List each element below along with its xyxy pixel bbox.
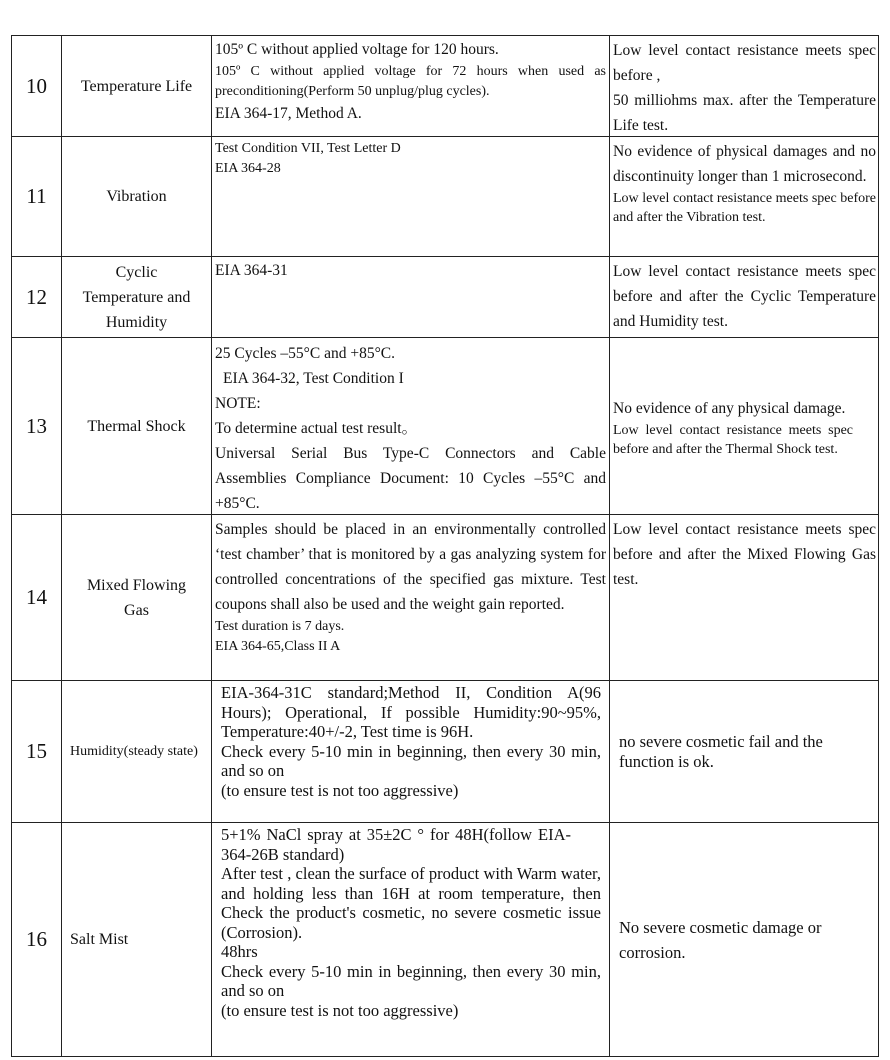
requirement-line: Low level contact resistance meets spec before and after the Thermal Shock test.: [613, 422, 853, 457]
row-number: 16: [26, 927, 47, 951]
requirement-line: Low level contact resistance meets spec before ,: [613, 42, 876, 84]
condition-line: Test duration is 7 days.: [215, 619, 345, 634]
condition-line: 25 Cycles –55°C and +85°C.: [215, 345, 396, 362]
test-condition: [212, 257, 609, 337]
requirement-line: 50 milliohms max. after the Temperature Life test.: [613, 92, 876, 134]
test-condition: [212, 36, 609, 136]
row-number: 13: [26, 413, 47, 438]
condition-line: After test , clean the surface of product with Warm water, and holding less than 16H at room temperature, then Check the product's cosmetic, no severe cosmetic issue (Corrosion).: [221, 864, 601, 942]
condition-line: Universal Serial Bus Type-C Connectors and Cable Assemblies Compliance Document: 10 Cycles –55°C and +85°C.: [215, 445, 606, 512]
test-item: Vibration: [106, 188, 167, 205]
condition-line: EIA-364-31C standard;Method II, Condition A(96 Hours); Operational, If possible Humidity:90~95%, Temperature:40+/-2, Test time is 96H.: [221, 683, 601, 741]
table-rule: [878, 35, 879, 1057]
test-item: Mixed Flowing Gas: [86, 576, 187, 619]
condition-line: (to ensure test is not too aggressive): [221, 1000, 459, 1020]
requirement-line: Low level contact resistance meets spec before and after the Cyclic Temperature and Humidity test.: [613, 263, 876, 330]
condition-line: EIA 364-31: [215, 262, 288, 279]
condition-line: NOTE:: [215, 395, 261, 412]
condition-line: Check every 5-10 min in beginning, then every 30 min, and so on: [221, 741, 601, 780]
requirement-line: no severe cosmetic fail and the function is ok.: [619, 731, 823, 771]
test-item: Humidity(steady state): [70, 743, 198, 759]
condition-line: EIA 364-17, Method A.: [215, 105, 362, 122]
condition-line: 105º C without applied voltage for 120 hours.: [215, 41, 499, 58]
test-condition: [212, 338, 609, 514]
condition-line: 105º C without applied voltage for 72 hours when used as preconditioning(Perform 50 unplug/plug cycles).: [215, 64, 606, 99]
row-number: 12: [26, 284, 47, 309]
test-requirement: [610, 681, 878, 822]
requirement-line: No severe cosmetic damage or corrosion.: [619, 917, 822, 962]
condition-line: (to ensure test is not too aggressive): [221, 780, 459, 800]
requirement-line: Low level contact resistance meets spec before and after the Vibration test.: [613, 191, 876, 225]
row-number: 11: [26, 184, 47, 208]
condition-line: EIA 364-65,Class II A: [215, 639, 341, 654]
test-item: Thermal Shock: [87, 417, 186, 435]
test-item: Cyclic Temperature and Humidity: [82, 263, 191, 331]
test-condition: [212, 681, 609, 822]
row-number: 14: [26, 585, 47, 609]
test-condition: [212, 137, 609, 256]
test-requirement: [610, 257, 878, 337]
test-item: Temperature Life: [80, 77, 193, 95]
condition-line: 48hrs: [221, 942, 258, 961]
test-item: Salt Mist: [70, 931, 129, 948]
test-requirement: [610, 338, 878, 514]
condition-line: 5+1% NaCl spray at 35±2C ° for 48H(follow EIA-364-26B standard): [221, 825, 571, 864]
condition-line: Check every 5-10 min in beginning, then every 30 min, and so on: [221, 961, 601, 1000]
row-number: 15: [26, 739, 47, 763]
condition-line: EIA 364-28: [215, 161, 281, 176]
requirement-line: No evidence of any physical damage.: [613, 399, 846, 417]
test-condition: [212, 823, 609, 1056]
condition-line: Samples should be placed in an environmentally controlled ‘test chamber’ that is monitored by a gas analyzing system for controlled concentrations of the specified gas mixture. Test coupons shall also be used and the weight gain reported.: [215, 521, 606, 613]
condition-line: To determine actual test result。: [215, 420, 418, 437]
table-rule: [11, 1056, 879, 1057]
test-requirement: [610, 36, 878, 136]
requirement-line: No evidence of physical damages and no discontinuity longer than 1 microsecond.: [613, 143, 876, 185]
condition-line: EIA 364-32, Test Condition I: [223, 370, 404, 387]
requirement-line: Low level contact resistance meets spec before and after the Mixed Flowing Gas test.: [613, 521, 876, 588]
test-condition: [212, 515, 609, 680]
test-requirement: [610, 823, 878, 1056]
row-number: 10: [26, 73, 47, 98]
test-requirement: [610, 515, 878, 680]
test-requirement: [610, 137, 878, 256]
condition-line: Test Condition VII, Test Letter D: [215, 141, 401, 156]
